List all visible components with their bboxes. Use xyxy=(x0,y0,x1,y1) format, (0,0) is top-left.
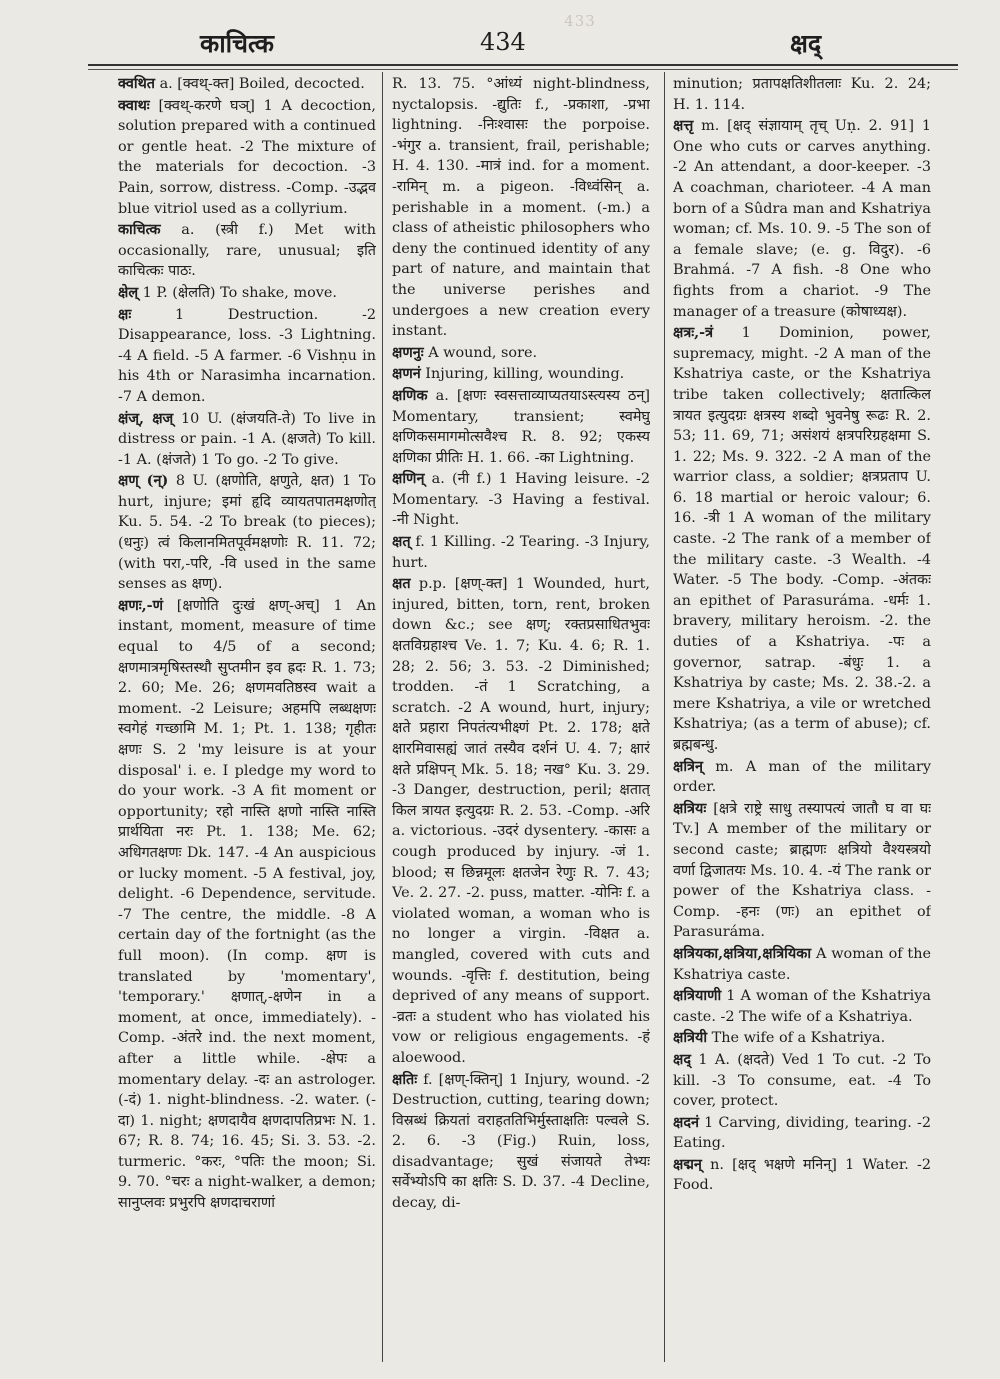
entry-headword: क्षत्रिन् xyxy=(673,757,703,775)
entry-definition: n. [क्षद् भक्षणे मनिन्] 1 Water. -2 Food. xyxy=(673,1156,931,1194)
dictionary-entry xyxy=(673,757,931,798)
entry-definition: 1 P. (क्षेलति) To shake, move. xyxy=(142,284,337,301)
entry-definition: R. 13. 75. °आंध्यं night-blindness, nyctalopsis. -द्युतिः f., -प्रकाशा, -प्रभा lightning. -निःश्वासः the porpoise. -भंगुर a. transient, frail, perishable; H. 4. 130. -मात्रं ind. for a moment. -रामिन् m. a pigeon. -विध्वंसिन् a. perishable in a moment. (-m.) a class of atheistic philosophers who deny the continued identity of any part of nature, and maintain that the universe perishes and undergoes a new creation every instant. xyxy=(392,76,650,340)
dictionary-entry xyxy=(673,1028,931,1049)
entry-headword: क्षत् xyxy=(392,533,411,551)
dictionary-entry xyxy=(392,469,650,531)
entry-definition: A wound, sore. xyxy=(428,344,538,361)
entry-definition: a. (नी f.) 1 Having leisure. -2 Momentary. -3 Having a festival. -नी Night. xyxy=(392,471,650,529)
entry-headword: क्षणः,-णं xyxy=(118,596,164,614)
entry-headword: क्षतिः xyxy=(392,1070,418,1088)
dictionary-entry xyxy=(118,220,376,282)
entry-definition: f. 1 Killing. -2 Tearing. -3 Injury, hurt. xyxy=(392,534,650,571)
dictionary-entry xyxy=(673,74,931,115)
entry-headword: क्षत्रः,-त्रं xyxy=(673,324,714,342)
entry-definition: a. (स्त्री f.) Met with occasionally, rare, unusual; इति काचित्कः पाठः. xyxy=(118,222,376,280)
header-left-guide-word: काचित्क xyxy=(200,29,274,58)
dictionary-entry xyxy=(118,74,376,95)
dictionary-entry xyxy=(673,1155,931,1196)
entry-headword: क्षणिन् xyxy=(392,470,425,488)
header-rule xyxy=(88,64,958,66)
entry-headword: क्षणनुः xyxy=(392,343,424,361)
dictionary-entry xyxy=(392,74,650,342)
entry-headword: क्षद्मन् xyxy=(673,1155,702,1173)
header-rule-thin xyxy=(88,69,958,70)
bleed-through-page-number: 433 xyxy=(564,12,596,30)
entry-headword: काचित्क xyxy=(118,221,161,239)
entry-headword: क्षत्रियी xyxy=(673,1029,708,1047)
column-2 xyxy=(392,74,650,1364)
page-number: 434 xyxy=(480,28,526,56)
column-1 xyxy=(118,74,376,1364)
entry-headword: क्षत xyxy=(392,575,411,593)
dictionary-entry xyxy=(118,283,376,304)
entry-headword: क्षणनं xyxy=(392,365,421,383)
entry-headword: क्षणिक xyxy=(392,386,428,404)
entry-headword: क्षत्रियका,क्षत्रिया,क्षत्रियिका xyxy=(673,944,812,962)
entry-definition: Injuring, killing, wounding. xyxy=(425,366,625,383)
entry-definition: minution; प्रतापक्षतिशीतलाः Ku. 2. 24; H. 1. 114. xyxy=(673,76,931,113)
dictionary-entry xyxy=(392,1070,650,1214)
dictionary-entry xyxy=(392,343,650,364)
dictionary-entry xyxy=(118,596,376,1214)
entry-definition: [क्षणोति दुःखं क्षण्-अच्] 1 An instant, moment, measure of time equal to 4/5 of a second; क्षणमात्रमृषिस्तस्थौ सुप्तमीन इव ह्रदः R. 1. 73; 2. 60; Me. 26; क्षणमवतिष्ठस्व wait a moment. -2 Leisure; अहमपि लब्धक्षणः स्वगेहं गच्छामि M. 1; Pt. 1. 138; गृहीतः क्षणः S. 2 'my leisure is at your disposal' i. e. I pledge my word to do your work. -3 A fit moment or opportunity; रहो नास्ति क्षणो नास्ति नास्ति प्रार्थयिता नरः Pt. 1. 138; Me. 62; अधिगतक्षणः Dk. 147. -4 An auspicious or lucky moment. -5 A festival, joy, delight. -6 Dependence, servitude. -7 The centre, the middle. -8 A certain day of the fortnight (as the full moon). (In comp. क्षण is translated by 'momentary', 'temporary.' क्षणात्,-क्षणेन in a moment, at once, immediately). -Comp. -अंतरे ind. the next moment, after a little while. -क्षेपः a momentary delay. -दः an astrologer. (-दं) 1. night-blindness. -2. water. (-दा) 1. night; क्षणदायैव क्षणदापतिप्रभः N. 1. 67; R. 8. 74; 16. 45; Si. 3. 53. -2. turmeric. °करः, °पतिः the moon; Si. 9. 70. °चरः a night-walker, a demon; सानुप्लवः प्रभुरपि क्षणदाचराणां xyxy=(118,597,376,1212)
dictionary-entry xyxy=(392,364,650,385)
entry-definition: a. [क्षणः स्वसत्ताव्याप्यतयाऽस्त्यस्य ठन्] Momentary, transient; स्वमेघु क्षणिकसमागमोत्सवैश्च R. 8. 92; एकस्य क्षणिका प्रीतिः H. 1. 66. -का Lightning. xyxy=(392,387,650,466)
dictionary-entry xyxy=(392,386,650,468)
entry-headword: क्षंज्, क्षज् xyxy=(118,409,174,427)
entry-definition: 10 U. (क्षंजयति-ते) To live in distress or pain. -1 A. (क्षजते) To kill. -1 A. (क्षंजते) 1 To go. -2 To give. xyxy=(118,410,376,468)
dictionary-entry xyxy=(673,323,931,755)
entry-definition: The wife of a Kshatriya. xyxy=(711,1030,886,1047)
dictionary-entry xyxy=(118,471,376,595)
dictionary-entry xyxy=(118,305,376,408)
entry-definition: 8 U. (क्षणोति, क्षणुते, क्षत) 1 To hurt, injure; इमां हृदि व्यायतपातमक्षणोत् Ku. 5. 54. -2 To break (to pieces); (धनुः) त्वं किलानमितपूर्वमक्षणोः R. 11. 72; (with परा,-परि, -वि used in the same senses as क्षण्). xyxy=(118,473,376,593)
entry-headword: क्षदनं xyxy=(673,1113,699,1131)
dictionary-entry xyxy=(673,944,931,985)
entry-definition: 1 A woman of the Kshatriya caste. -2 The wife of a Kshatriya. xyxy=(673,988,931,1025)
header-right-guide-word: क्षद् xyxy=(790,29,822,58)
dictionary-entry xyxy=(673,799,931,943)
dictionary-entry xyxy=(673,1113,931,1154)
entry-definition: 1 Carving, dividing, tearing. -2 Eating. xyxy=(673,1114,931,1152)
entry-headword: क्षत्तृ xyxy=(673,117,694,135)
entry-definition: f. [क्षण्-क्तिन्] 1 Injury, wound. -2 Destruction, cutting, tearing down; विस्रब्धं क्रियतां वराहततिभिर्मुस्ताक्षतिः पल्वले S. 2. 6. -3 (Fig.) Ruin, loss, disadvantage; सुखं संजायते तेभ्यः सर्वेभ्योऽपि का क्षतिः S. D. 37. -4 Decline, decay, di- xyxy=(392,1071,650,1212)
column-3 xyxy=(673,74,931,1364)
entry-headword: क्षद् xyxy=(673,1050,691,1068)
entry-headword: क्षत्रियाणी xyxy=(673,987,722,1005)
entry-headword: क्वथित xyxy=(118,75,155,92)
entry-headword: क्षण् (न्) xyxy=(118,472,169,490)
dictionary-entry xyxy=(392,574,650,1068)
entry-definition: [क्षत्रे राष्ट्रे साधु तस्यापत्यं जातौ घ वा घः Tv.] A member of the military or second caste; ब्राह्मणः क्षत्रियो वैश्यस्त्रयो वर्णा द्विजातयः Ms. 10. 4. -यं The rank or power of the Kshatriya class. -Comp. -हनः (णः) an epithet of Parasuráma. xyxy=(673,800,931,941)
entry-definition: 1 Destruction. -2 Disappearance, loss. -3 Lightning. -4 A field. -5 A farmer. -6 Vishṇu in his 4th or Narasimha incarnation. -7 A demon. xyxy=(118,306,376,405)
entry-definition: A woman of the Kshatriya caste. xyxy=(673,945,931,983)
entry-definition: p.p. [क्षण्-क्त] 1 Wounded, hurt, injured, bitten, torn, rent, broken down &c.; see क्षण्; रक्तप्रसाधितभुवः क्षतविग्रहाश्च Ve. 1. 7; Ku. 4. 6; R. 1. 28; 2. 56; 3. 53. -2 Diminished; trodden. -तं 1 Scratching, a scratch. -2 A wound, hurt, injury; क्षते प्रहारा निपतंत्यभीक्ष्णं Pt. 2. 178; क्षते क्षारमिवासह्यं जातं तस्यैव दर्शनं U. 4. 7; क्षारं क्षते प्रक्षिपन् Mk. 5. 18; नख° Ku. 3. 29. -3 Danger, destruction, peril; क्षतात् किल त्रायत इत्युदग्रः R. 2. 53. -Comp. -अरि a. victorious. -उदरं dysentery. -कासः a cough produced by injury. -जं 1. blood; स छिन्नमूलः क्षतजेन रेणुः R. 7. 43; Ve. 2. 27. -2. puss, matter. -योनिः f. a violated woman, a woman who is no longer a virgin. -विक्षत a. mangled, covered with cuts and wounds. -वृत्तिः f. destitution, being deprived of any means of support. -व्रतः a student who has violated his vow or religious engagements. -हं aloewood. xyxy=(392,576,650,1066)
column-divider xyxy=(664,72,665,1362)
entry-headword: क्षत्रियः xyxy=(673,799,707,817)
entry-definition: m. [क्षद् संज्ञायाम् तृच् Uṇ. 2. 91] 1 One who cuts or carves anything. -2 An attendant, a door-keeper. -3 A coachman, charioteer. -4 A man born of a Sûdra man and Kshatriya woman; cf. Ms. 10. 9. -5 The son of a female slave; (e. g. विदुर). -6 Brahmá. -7 A fish. -8 One who fights from a chariot. -9 The manager of a treasure (कोषाध्यक्ष). xyxy=(673,118,931,320)
dictionary-entry xyxy=(673,1050,931,1112)
entry-headword: क्वाथः xyxy=(118,96,150,114)
entry-definition: 1 Dominion, power, supremacy, might. -2 A man of the Kshatriya caste, or the Kshatriya tribe taken collectively; क्षतात्किल त्रायत इत्युदग्रः क्षत्रस्य शब्दो भुवनेषु रूढः R. 2. 53; 11. 69, 71; असंशयं क्षत्रपरिग्रहक्षमा S. 1. 22; Ms. 9. 322. -2 A man of the warrior class, a soldier; क्षत्रप्रताप U. 6. 18 martial or heroic valour; 6. 16. -त्री 1 A woman of the military caste. -2 The rank of a member of the military caste. -3 Wealth. -4 Water. -5 The body. -Comp. -अंतकः an epithet of Parasuráma. -धर्मः 1. bravery, military heroism. -2. the duties of a Kshatriya. -पः a governor, satrap. -बंधुः 1. a Kshatriya by caste; Ms. 2. 38.-2. a mere Kshatriya, a vile or wretched Kshatriya; (as a term of abuse); cf. ब्रह्मबन्धु. xyxy=(673,325,931,753)
dictionary-entry xyxy=(673,986,931,1027)
entry-definition: 1 A. (क्षदते) Ved 1 To cut. -2 To kill. -3 To consume, eat. -4 To cover, protect. xyxy=(673,1051,931,1110)
entry-definition: m. A man of the military order. xyxy=(673,758,931,796)
column-divider xyxy=(382,72,383,1362)
dictionary-entry xyxy=(392,532,650,573)
dictionary-entry xyxy=(118,409,376,471)
dictionary-entry xyxy=(673,116,931,322)
entry-headword: क्षः xyxy=(118,305,132,323)
dictionary-entry xyxy=(118,96,376,220)
entry-definition: [क्वथ्-करणे घञ्] 1 A decoction, solution prepared with a continued or gentle heat. -2 The mixture of the materials for decoction. -3 Pain, sorrow, distress. -Comp. -उद्भव blue vitriol used as a collyrium. xyxy=(118,97,376,217)
entry-headword: क्षेल् xyxy=(118,283,139,301)
entry-definition: a. [क्वथ्-क्त] Boiled, decocted. xyxy=(159,76,365,92)
